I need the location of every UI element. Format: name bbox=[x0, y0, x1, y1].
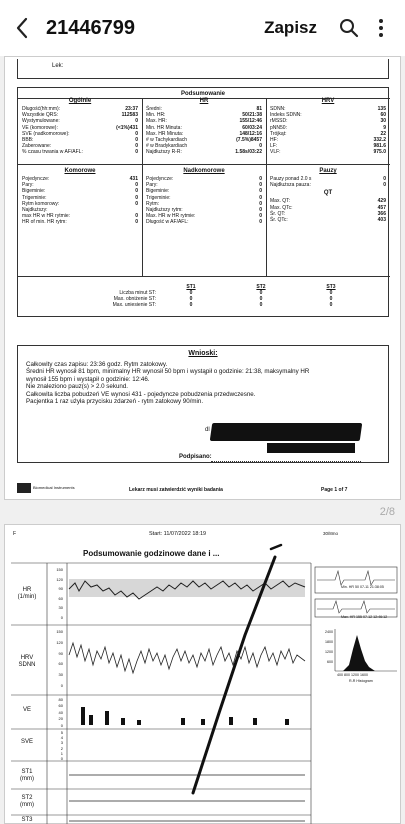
signature-prefix: dl bbox=[205, 427, 210, 433]
stat-value: 50/21:38 bbox=[242, 112, 262, 119]
histogram-caption: R-R Histogram bbox=[349, 679, 373, 683]
stat-value: 975.0 bbox=[373, 149, 386, 156]
document-viewer[interactable] bbox=[0, 56, 405, 824]
st-value: 0 bbox=[329, 290, 333, 296]
section-heading: Ogólnie bbox=[68, 98, 92, 104]
hr-column bbox=[146, 98, 262, 156]
y-tick-label: 0 bbox=[60, 614, 63, 620]
hrv-y-axis bbox=[49, 627, 63, 692]
st-value: 0 bbox=[259, 296, 263, 302]
hourly-summary-title: Podsumowanie godzinowe dane i ... bbox=[83, 549, 220, 558]
sve-row-label: SVE bbox=[20, 739, 33, 745]
stat-value: 155/12:46 bbox=[239, 118, 262, 125]
stat-label: max HR w HR rytmie: bbox=[22, 213, 71, 220]
stat-value: 0 bbox=[135, 194, 138, 201]
stat-value: 431 bbox=[129, 176, 138, 182]
stat-label: Trójkąt: bbox=[270, 130, 287, 137]
stat-value: 0 bbox=[259, 213, 262, 220]
stat-row bbox=[22, 219, 138, 225]
section-heading: Komorowe bbox=[64, 168, 96, 174]
stat-label: Max. QT: bbox=[270, 198, 291, 205]
stat-label: Najdłuższy: bbox=[22, 206, 48, 213]
stat-label: Indeks SDNN: bbox=[270, 112, 302, 119]
st-value: 0 bbox=[329, 296, 333, 302]
stat-value: 60 bbox=[380, 112, 386, 119]
stat-label: # w Bradykardiach bbox=[146, 143, 188, 150]
stat-label: Śr. QTc: bbox=[270, 216, 288, 223]
page2-left-mark: F bbox=[13, 531, 17, 537]
y-tick-label: 150 bbox=[56, 629, 63, 634]
stat-row bbox=[270, 149, 386, 155]
st-table bbox=[68, 284, 358, 308]
stat-value: 0 bbox=[135, 182, 138, 189]
save-button[interactable]: Zapisz bbox=[264, 18, 317, 37]
stat-value: 0 bbox=[259, 176, 262, 182]
stat-label: SDNN: bbox=[270, 106, 286, 112]
stat-value: 23:37 bbox=[125, 106, 138, 112]
y-tick-label: 120 bbox=[56, 639, 63, 645]
conclusion-line: Pacjentka 1 raz użyła przycisku zdarzeń - rytm zatokowy 90/min. bbox=[26, 398, 204, 406]
ventricular-column bbox=[22, 168, 138, 226]
stat-label: Długość(hh:mm): bbox=[22, 106, 61, 112]
stat-value: 81 bbox=[256, 106, 262, 112]
hr-y-axis bbox=[49, 565, 63, 623]
stat-label: Pojedyncze: bbox=[146, 176, 174, 182]
general-column bbox=[22, 98, 138, 156]
section-heading: HRV bbox=[321, 98, 335, 104]
histogram-x-axis: 400 800 1200 1600 bbox=[337, 673, 368, 677]
stat-label: Bigeminie: bbox=[22, 188, 46, 195]
stat-value: 0 bbox=[383, 182, 386, 189]
conclusion-line: Nie znaleziono pauz(s) > 2.0 sekund. bbox=[26, 383, 128, 391]
stat-value: 981.6 bbox=[373, 143, 386, 150]
page-2 bbox=[4, 524, 401, 824]
stat-value: 0 bbox=[259, 188, 262, 195]
ve-y-axis bbox=[49, 697, 63, 729]
stat-value: 332.2 bbox=[373, 136, 386, 143]
footer-note: Lekarz musi zatwierdzić wyniki badania bbox=[129, 487, 223, 493]
stat-value: 0 bbox=[135, 143, 138, 150]
conclusion-line: Średni HR wynosił 81 bpm, minimalny HR wynosił 50 bpm i wystąpił o godzinie: 21:38, maksymalny HR bbox=[26, 368, 310, 376]
histogram-y-axis bbox=[319, 627, 333, 667]
stat-value: 0 bbox=[135, 213, 138, 220]
y-tick-label: 3 bbox=[60, 740, 63, 746]
stat-value: 0 bbox=[135, 130, 138, 137]
y-tick-label: 600 bbox=[327, 660, 333, 664]
st-value: 0 bbox=[189, 290, 193, 296]
min-hr-caption: Min. HR 50 07-11 21:38:05 bbox=[341, 585, 384, 589]
more-vert-icon bbox=[378, 18, 384, 38]
st-row-label: Max. obniżenie ST: bbox=[113, 296, 156, 302]
start-time: Start: 11/07/2022 18:19 bbox=[149, 531, 207, 537]
conclusion-line: wynosił 155 bpm i wystąpił o godzinie: 12:46. bbox=[26, 375, 150, 383]
stat-label: Najdłuższy R-R: bbox=[146, 149, 182, 156]
stat-value: 403 bbox=[377, 216, 386, 223]
stat-label: # w Tachykardiach bbox=[146, 136, 188, 143]
stat-value: (<1%)431 bbox=[116, 124, 138, 131]
stat-label: Najdłuższa pauza: bbox=[270, 182, 311, 189]
stat-label: Wystymulowane: bbox=[22, 118, 60, 125]
hrv-column bbox=[270, 98, 386, 156]
search-icon bbox=[339, 18, 359, 38]
stat-label: VLF: bbox=[270, 149, 281, 156]
summary-title: Podsumowanie bbox=[180, 91, 225, 97]
y-tick-label: 60 bbox=[58, 703, 63, 709]
stat-value: 22 bbox=[380, 130, 386, 137]
sve-y-axis bbox=[49, 730, 63, 761]
stat-value: 0 bbox=[135, 219, 138, 226]
st-header: ST3 bbox=[326, 284, 336, 290]
ve-row-label: VE bbox=[22, 707, 31, 713]
stat-value: 112583 bbox=[121, 112, 138, 119]
stat-value: 0 bbox=[259, 143, 262, 150]
more-options-button[interactable] bbox=[365, 8, 397, 48]
stat-value: 0 bbox=[259, 200, 262, 207]
st3-row-label: ST3 bbox=[21, 817, 33, 823]
stat-label: Rytm: bbox=[146, 200, 160, 207]
stat-value: 0 bbox=[259, 219, 262, 226]
stat-row bbox=[146, 219, 262, 225]
hr-row-label: HR (1/min) bbox=[17, 587, 37, 600]
stat-label: VE (komorowe): bbox=[22, 124, 58, 131]
y-tick-label: 4 bbox=[60, 735, 63, 741]
stat-label: Max. HR Minuta: bbox=[146, 130, 184, 137]
back-button[interactable] bbox=[0, 0, 44, 56]
st1-row-label: ST1 (mm) bbox=[20, 769, 34, 782]
doctor-label: Lek: bbox=[52, 63, 64, 69]
y-tick-label: 90 bbox=[58, 586, 63, 592]
st-value: 0 bbox=[189, 302, 193, 308]
stat-value: 30 bbox=[380, 118, 386, 125]
stat-value: 366 bbox=[377, 210, 386, 217]
stat-value: 0 bbox=[259, 194, 262, 201]
y-tick-label: 120 bbox=[56, 576, 63, 582]
search-button[interactable] bbox=[333, 8, 365, 48]
summary-table bbox=[17, 87, 389, 317]
y-tick-label: 0 bbox=[60, 722, 63, 728]
stat-label: Rytm komorowy: bbox=[22, 200, 60, 207]
signed-label: Podpisano: bbox=[179, 454, 212, 460]
stat-value: 0 bbox=[135, 149, 138, 156]
conclusions-text bbox=[18, 357, 388, 409]
y-tick-label: 40 bbox=[58, 709, 63, 715]
stat-value: 0 bbox=[135, 136, 138, 143]
stat-value: 0 bbox=[259, 182, 262, 189]
stat-label: pNN50: bbox=[270, 124, 287, 131]
st-row-label: Max. uniesienie ST: bbox=[112, 302, 156, 308]
stat-value: 0 bbox=[135, 200, 138, 207]
stat-label: Najdłuższy rytm: bbox=[146, 206, 183, 213]
page-indicator: 2/8 bbox=[379, 506, 395, 518]
st2-row-label: ST2 (mm) bbox=[20, 795, 34, 808]
stat-label: Min. HR Minuta: bbox=[146, 124, 182, 131]
stat-value: 148/12:16 bbox=[239, 130, 262, 137]
conclusion-line: Całkowita liczba pobudzeń VE wynosi 431 - pojedyncze pobudzenia przedwczesne. bbox=[26, 390, 256, 398]
doctor-field bbox=[17, 59, 389, 79]
y-tick-label: 60 bbox=[58, 595, 63, 601]
stat-label: Min. HR: bbox=[146, 112, 166, 119]
stat-value: 60/03:24 bbox=[242, 124, 262, 131]
stat-label: SVE (nadkomorowe): bbox=[22, 130, 70, 137]
y-tick-label: 2400 bbox=[325, 630, 333, 634]
pauses-column bbox=[270, 168, 386, 223]
stat-value: 457 bbox=[377, 204, 386, 211]
section-heading: Pauzy bbox=[319, 168, 337, 174]
st-header: ST1 bbox=[186, 284, 196, 290]
stat-label: Zaberowane: bbox=[22, 143, 52, 150]
y-tick-label: 0 bbox=[60, 682, 63, 688]
y-tick-label: 60 bbox=[58, 661, 63, 667]
stat-label: LF: bbox=[270, 143, 278, 150]
supraventricular-column bbox=[146, 168, 262, 226]
document-title: 21446799 bbox=[46, 16, 135, 39]
stat-value: 0 bbox=[135, 188, 138, 195]
conclusion-line: Całkowity czas zapisu: 23:36 godz. Rytm zatokowy. bbox=[26, 361, 168, 368]
stat-value: 1.58s/03:22 bbox=[235, 149, 262, 156]
stat-label: Trigeminie: bbox=[22, 194, 47, 201]
company-logo bbox=[17, 483, 31, 493]
company-name: Biomedical Instruments bbox=[33, 485, 75, 490]
qt-heading: QT bbox=[323, 190, 333, 197]
stat-label: Pary: bbox=[22, 182, 34, 189]
y-tick-label: 5 bbox=[60, 730, 63, 735]
stat-value: 0 bbox=[383, 176, 386, 182]
y-tick-label: 1200 bbox=[325, 650, 333, 654]
st-row-label: Liczba minut ST: bbox=[119, 290, 156, 296]
stat-row bbox=[146, 149, 262, 155]
page-number: Page 1 of 7 bbox=[321, 487, 348, 493]
stat-label: Wszystkie QRS: bbox=[22, 112, 59, 119]
stat-label: Max. QTc: bbox=[270, 204, 293, 211]
stat-label: Max. HR: bbox=[146, 118, 167, 125]
st-value: 0 bbox=[189, 296, 193, 302]
page2-right-mark: 30/8mo bbox=[323, 531, 339, 536]
stat-value: 9 bbox=[383, 124, 386, 131]
max-hr-caption: Max. HR 155 07-12 12:46:12 bbox=[341, 615, 388, 619]
redacted-name bbox=[210, 423, 363, 441]
stat-value: 135 bbox=[377, 106, 386, 112]
redacted-signature bbox=[267, 443, 355, 453]
section-heading: HR bbox=[199, 98, 209, 104]
y-tick-label: 80 bbox=[58, 697, 63, 702]
stat-label: Bigeminie: bbox=[146, 188, 170, 195]
page-1 bbox=[4, 56, 401, 500]
y-tick-label: 30 bbox=[58, 672, 63, 678]
hrv-row-label: HRV SDNN bbox=[18, 655, 36, 668]
stat-label: Pary: bbox=[146, 182, 158, 189]
chevron-left-icon bbox=[15, 17, 29, 39]
stat-label: Pojedyncze: bbox=[22, 176, 50, 182]
stat-label: HF: bbox=[270, 136, 279, 143]
stat-value: 0 bbox=[135, 118, 138, 125]
y-tick-label: 1 bbox=[60, 750, 63, 756]
stat-value: (7.5%)8457 bbox=[236, 136, 262, 143]
st-header: ST2 bbox=[256, 284, 266, 290]
qt-row bbox=[270, 217, 386, 223]
stat-label: Długość w AF/AFL: bbox=[146, 219, 189, 226]
stat-label: Śr. QT: bbox=[270, 210, 286, 217]
y-tick-label: 90 bbox=[58, 650, 63, 656]
stat-label: Max. HR w HR rytmie: bbox=[146, 213, 196, 220]
stat-label: HR of min. HR rytm: bbox=[22, 219, 67, 226]
stat-row bbox=[270, 182, 386, 188]
stat-label: Średni: bbox=[146, 106, 162, 112]
stat-label: rMSSD: bbox=[270, 118, 288, 125]
section-heading: Nadkomorowe bbox=[183, 168, 225, 174]
st-value: 0 bbox=[329, 302, 333, 308]
stat-row bbox=[22, 149, 138, 155]
y-tick-label: 1800 bbox=[325, 640, 333, 644]
stat-label: Pauzy ponad 2.0 s bbox=[270, 176, 312, 182]
conclusions-title: Wnioski: bbox=[188, 350, 218, 357]
y-tick-label: 30 bbox=[58, 605, 63, 611]
stat-label: % czasu trwania w AF/AFL: bbox=[22, 149, 83, 156]
y-tick-label: 150 bbox=[56, 567, 63, 572]
st-value: 0 bbox=[259, 290, 263, 296]
st-value: 0 bbox=[259, 302, 263, 308]
signature-line bbox=[211, 461, 361, 462]
y-tick-label: 20 bbox=[58, 716, 63, 722]
app-bar bbox=[0, 0, 405, 56]
stat-value: 429 bbox=[377, 198, 386, 205]
stat-label: Trigeminie: bbox=[146, 194, 171, 201]
stat-label: BBB: bbox=[22, 136, 34, 143]
y-tick-label: 0 bbox=[60, 756, 63, 762]
stat-value: 0 bbox=[259, 206, 262, 213]
y-tick-label: 2 bbox=[60, 745, 63, 751]
